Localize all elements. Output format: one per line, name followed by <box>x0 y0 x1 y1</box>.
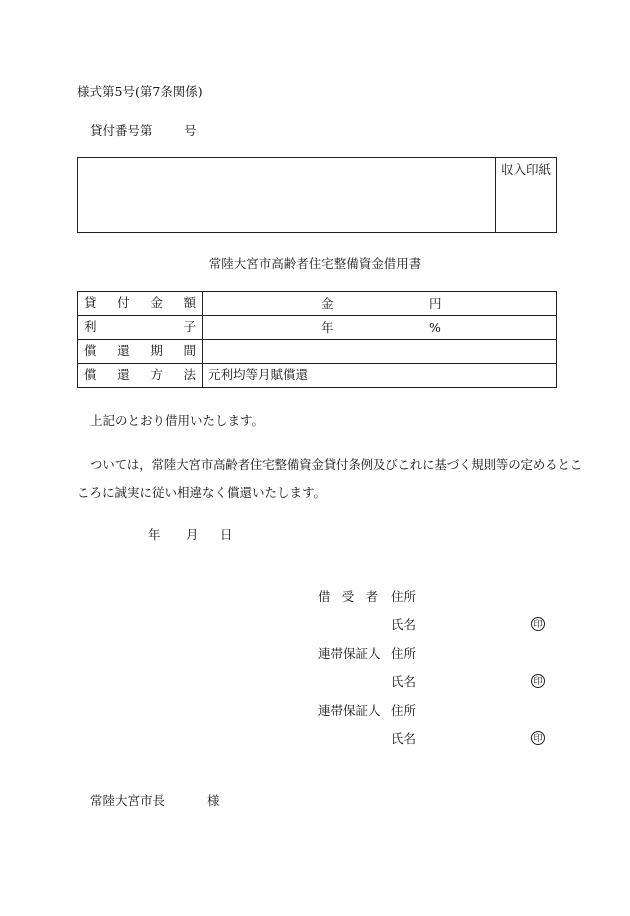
interest-label <box>78 316 203 340</box>
label-char: 金 <box>150 295 163 311</box>
borrower-seal-mark: 印 <box>531 617 545 631</box>
label-char: 額 <box>183 295 196 311</box>
guarantor-1-label: 連帯保証人 <box>318 646 381 661</box>
loan-amount-label <box>78 292 203 316</box>
label-char: 償 <box>84 367 97 383</box>
loan-number-suffix: 号 <box>184 123 197 138</box>
label-char: 還 <box>117 367 130 383</box>
guarantor-1-address-label: 住所 <box>391 646 417 661</box>
form-style-number: 様式第5号(第7条関係) <box>77 84 203 99</box>
repayment-period-label <box>78 340 203 364</box>
table-row-interest <box>78 316 557 340</box>
interest-year: 年 <box>321 319 334 335</box>
label-char: 償 <box>84 343 97 359</box>
table-row-loan-amount <box>78 292 557 316</box>
guarantor-2-label: 連帯保証人 <box>318 703 381 718</box>
guarantor-1-name-label: 氏名 <box>391 674 417 689</box>
addressee-mayor: 常陸大宮市長 <box>90 793 166 808</box>
label-char: 子 <box>183 319 196 335</box>
borrower-name-label: 氏名 <box>391 617 417 632</box>
label-char: 利 <box>84 319 97 335</box>
body-paragraph-1: 上記のとおり借用いたします。 <box>90 413 265 428</box>
guarantor-1-seal-mark: 印 <box>531 674 545 688</box>
loan-amount-yen: 円 <box>429 295 442 311</box>
table-row-repayment-period <box>78 340 557 364</box>
label-char: 法 <box>183 367 196 383</box>
label-char: 付 <box>117 295 130 311</box>
label-char: 方 <box>150 367 163 383</box>
repayment-period-value-cell[interactable] <box>203 340 557 364</box>
repayment-method-label <box>78 364 203 388</box>
loan-details-table <box>77 291 557 388</box>
guarantor-2-seal-mark: 印 <box>531 731 545 745</box>
revenue-stamp-label: 収入印紙 <box>501 162 552 177</box>
borrower-address-label: 住所 <box>391 589 417 604</box>
document-title: 常陸大宮市高齢者住宅整備資金借用書 <box>208 256 422 271</box>
label-char: 還 <box>117 343 130 359</box>
guarantor-2-name-label: 氏名 <box>391 731 417 746</box>
guarantor-2-address-label: 住所 <box>391 703 417 718</box>
date-day: 日 <box>220 527 233 542</box>
stamp-area-box <box>77 157 557 233</box>
interest-value-cell[interactable] <box>203 316 557 340</box>
label-char: 貸 <box>84 295 97 311</box>
body-paragraph-2-line-2: ころに誠実に従い相違なく償還いたします。 <box>77 485 327 500</box>
label-char: 間 <box>183 343 196 359</box>
revenue-stamp-cell <box>495 158 556 232</box>
label-char: 借 <box>318 589 331 604</box>
loan-amount-value-cell[interactable] <box>203 292 557 316</box>
addressee-honorific: 様 <box>207 793 220 808</box>
body-paragraph-2-line-1-text: ついては，常陸大宮市高齢者住宅整備資金貸付条例及びこれに基づく規則等の定めるとこ <box>90 457 583 472</box>
date-month: 月 <box>186 527 199 542</box>
loan-number-prefix: 貸付番号第 <box>90 123 153 138</box>
table-row-repayment-method <box>78 364 557 388</box>
date-year: 年 <box>148 527 161 542</box>
repayment-method-value: 元利均等月賦償還 <box>203 364 557 388</box>
label-char: 受 <box>341 589 355 604</box>
label-char: 期 <box>150 343 163 359</box>
interest-percent: % <box>429 319 441 335</box>
borrower-label <box>318 591 378 604</box>
label-char: 者 <box>365 589 378 604</box>
body-paragraph-2-line-1 <box>90 459 582 472</box>
loan-amount-kin: 金 <box>321 295 334 311</box>
